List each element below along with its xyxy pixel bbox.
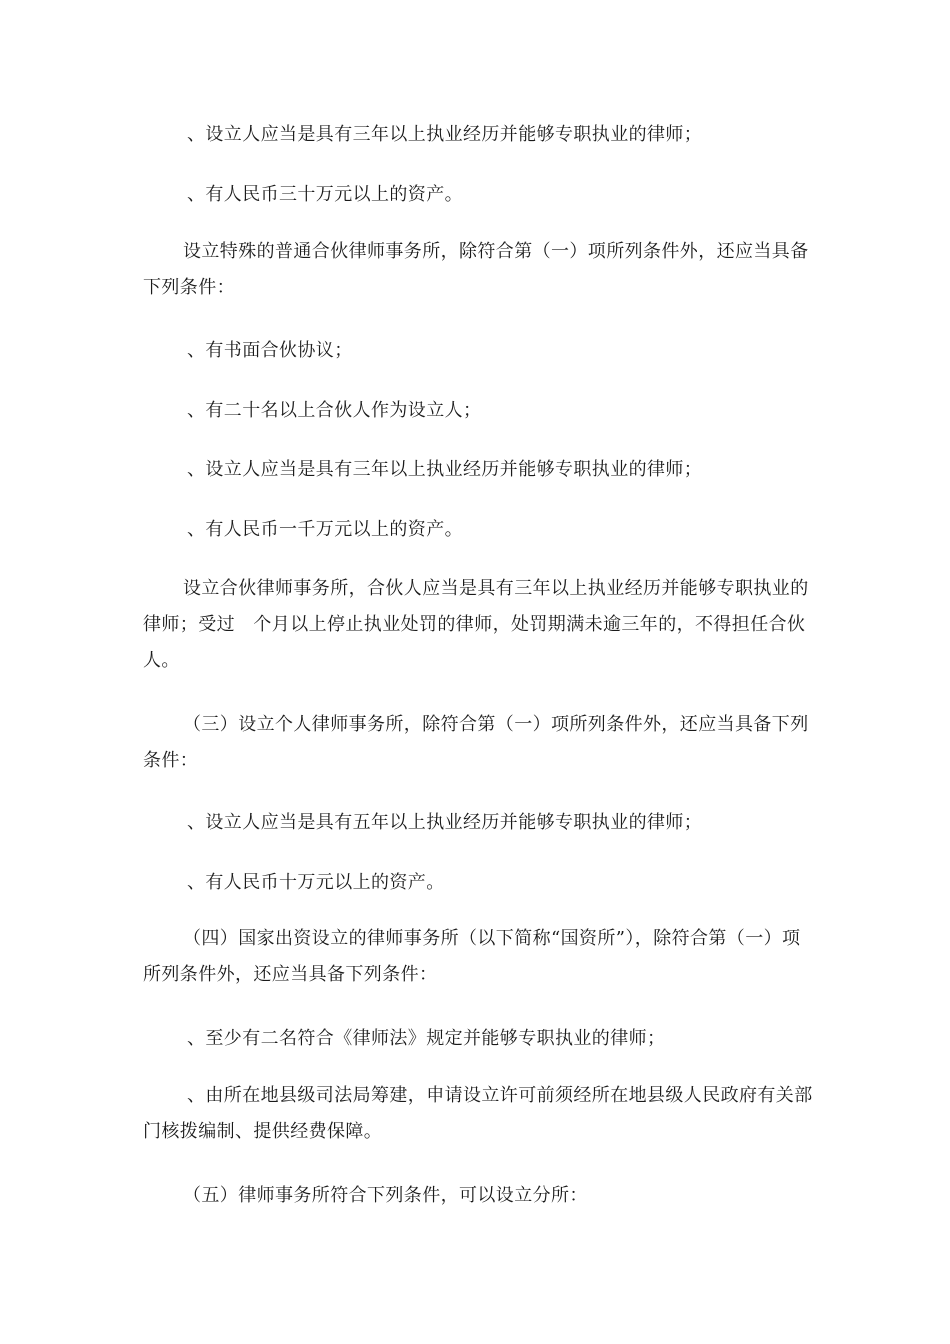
paragraph-7: 、有人民币一千万元以上的资产。	[187, 519, 463, 540]
paragraph-6: 、设立人应当是具有三年以上执业经历并能够专职执业的律师；	[187, 459, 703, 480]
paragraph-10: 、设立人应当是具有五年以上执业经历并能够专职执业的律师；	[187, 812, 703, 833]
paragraph-12: （四）国家出资设立的律师事务所（以下简称“国资所”），除符合第（一）项所列条件外，还应当具备下列条件：	[143, 928, 801, 985]
paragraph-9: （三）设立个人律师事务所，除符合第（一）项所列条件外，还应当具备下列条件：	[143, 714, 809, 771]
paragraph-3: 设立特殊的普通合伙律师事务所，除符合第（一）项所列条件外，还应当具备下列条件：	[143, 241, 809, 298]
paragraph-2: 、有人民币三十万元以上的资产。	[187, 184, 463, 205]
paragraph-11: 、有人民币十万元以上的资产。	[187, 872, 445, 893]
paragraph-8: 设立合伙律师事务所，合伙人应当是具有三年以上执业经历并能够专职执业的律师；受过 个月以上停止执业处罚的律师，处罚期满未逾三年的，不得担任合伙人。	[143, 578, 809, 671]
paragraph-14: 、由所在地县级司法局筹建，申请设立许可前须经所在地县级人民政府有关部门核拨编制、提供经费保障。	[143, 1085, 813, 1142]
paragraph-4: 、有书面合伙协议；	[187, 340, 353, 361]
paragraph-1: 、设立人应当是具有三年以上执业经历并能够专职执业的律师；	[187, 124, 703, 145]
paragraph-13: 、至少有二名符合《律师法》规定并能够专职执业的律师；	[187, 1028, 666, 1049]
paragraph-15: （五）律师事务所符合下列条件，可以设立分所：	[183, 1185, 588, 1206]
paragraph-5: 、有二十名以上合伙人作为设立人；	[187, 400, 482, 421]
